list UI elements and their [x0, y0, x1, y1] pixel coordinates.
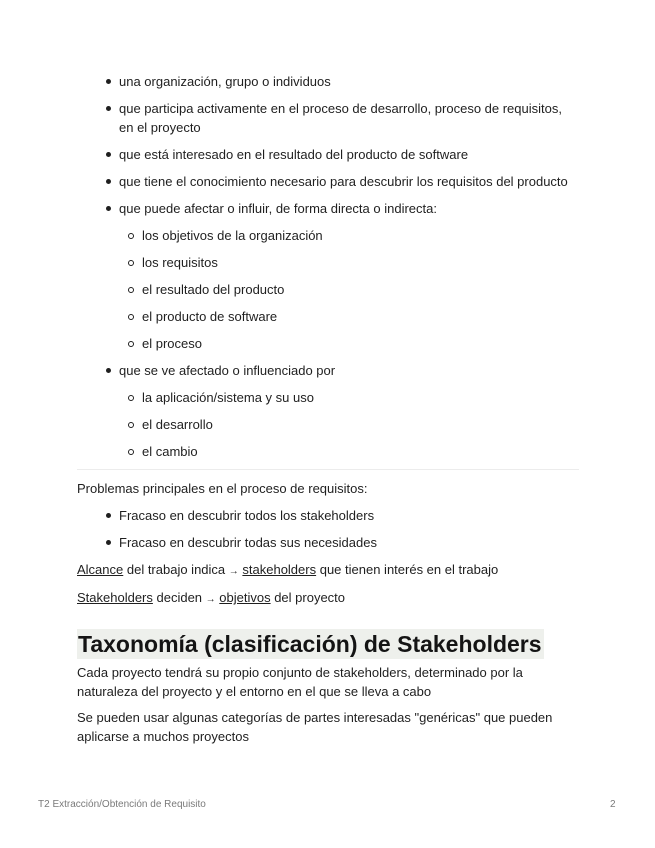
- affect-sublist: [119, 226, 579, 353]
- stakeholders-text-end: del proyecto: [270, 590, 346, 605]
- sublist-item: los objetivos de la organización: [119, 226, 579, 245]
- scope-term: Alcance: [77, 562, 124, 577]
- paragraph: Cada proyecto tendrá su propio conjunto de stakeholders, determinado por la naturaleza del proyecto y el entorno en el que se lleva a cabo: [77, 665, 523, 699]
- list-item-text: que se ve afectado o influenciado por: [119, 363, 336, 378]
- list-item: que participa activamente en el proceso de desarrollo, proceso de requisitos, en el proyecto: [77, 99, 579, 137]
- sublist-item: los requisitos: [119, 253, 579, 272]
- stakeholders-text: deciden: [152, 590, 206, 605]
- stakeholders-term: Stakeholders: [77, 590, 153, 605]
- sublist-item: la aplicación/sistema y su uso: [119, 388, 579, 407]
- objectives-term: objetivos: [219, 590, 271, 605]
- scope-text-end: que tienen interés en el trabajo: [316, 562, 499, 577]
- list-item-with-sublist: [77, 199, 579, 353]
- stakeholders-line: [77, 588, 579, 609]
- list-item: que tiene el conocimiento necesario para descubrir los requisitos del producto: [77, 172, 579, 191]
- stakeholder-definition-list: [77, 72, 579, 461]
- list-item: una organización, grupo o individuos: [77, 72, 579, 91]
- scope-line: [77, 560, 579, 581]
- affected-by-sublist: [119, 388, 579, 461]
- arrow-right-icon: →: [228, 566, 239, 577]
- paragraph: Se pueden usar algunas categorías de partes interesadas "genéricas" que pueden aplicarse a muchos proyectos: [77, 710, 553, 744]
- list-item-with-sublist: [77, 361, 579, 461]
- list-item: que está interesado en el resultado del producto de software: [77, 145, 579, 164]
- sublist-item: el producto de software: [119, 307, 579, 326]
- sublist-item: el desarrollo: [119, 415, 579, 434]
- divider: [77, 469, 579, 470]
- problems-intro: Problemas principales en el proceso de requisitos:: [77, 481, 368, 496]
- page-number: 2: [610, 799, 616, 810]
- problems-list: [77, 506, 579, 552]
- arrow-right-icon: →: [205, 594, 216, 605]
- scope-text: del trabajo indica: [123, 562, 229, 577]
- list-item: Fracaso en descubrir todos los stakeholders: [77, 506, 579, 525]
- list-item-text: que puede afectar o influir, de forma directa o indirecta:: [119, 201, 437, 216]
- sublist-item: el proceso: [119, 334, 579, 353]
- list-item: Fracaso en descubrir todas sus necesidades: [77, 533, 579, 552]
- section-heading: Taxonomía (clasificación) de Stakeholders: [78, 631, 542, 657]
- sublist-item: el resultado del producto: [119, 280, 579, 299]
- sublist-item: el cambio: [119, 442, 579, 461]
- document-body: [77, 72, 579, 746]
- footer-title: T2 Extracción/Obtención de Requisito: [38, 799, 206, 810]
- stakeholders-term: stakeholders: [242, 562, 317, 577]
